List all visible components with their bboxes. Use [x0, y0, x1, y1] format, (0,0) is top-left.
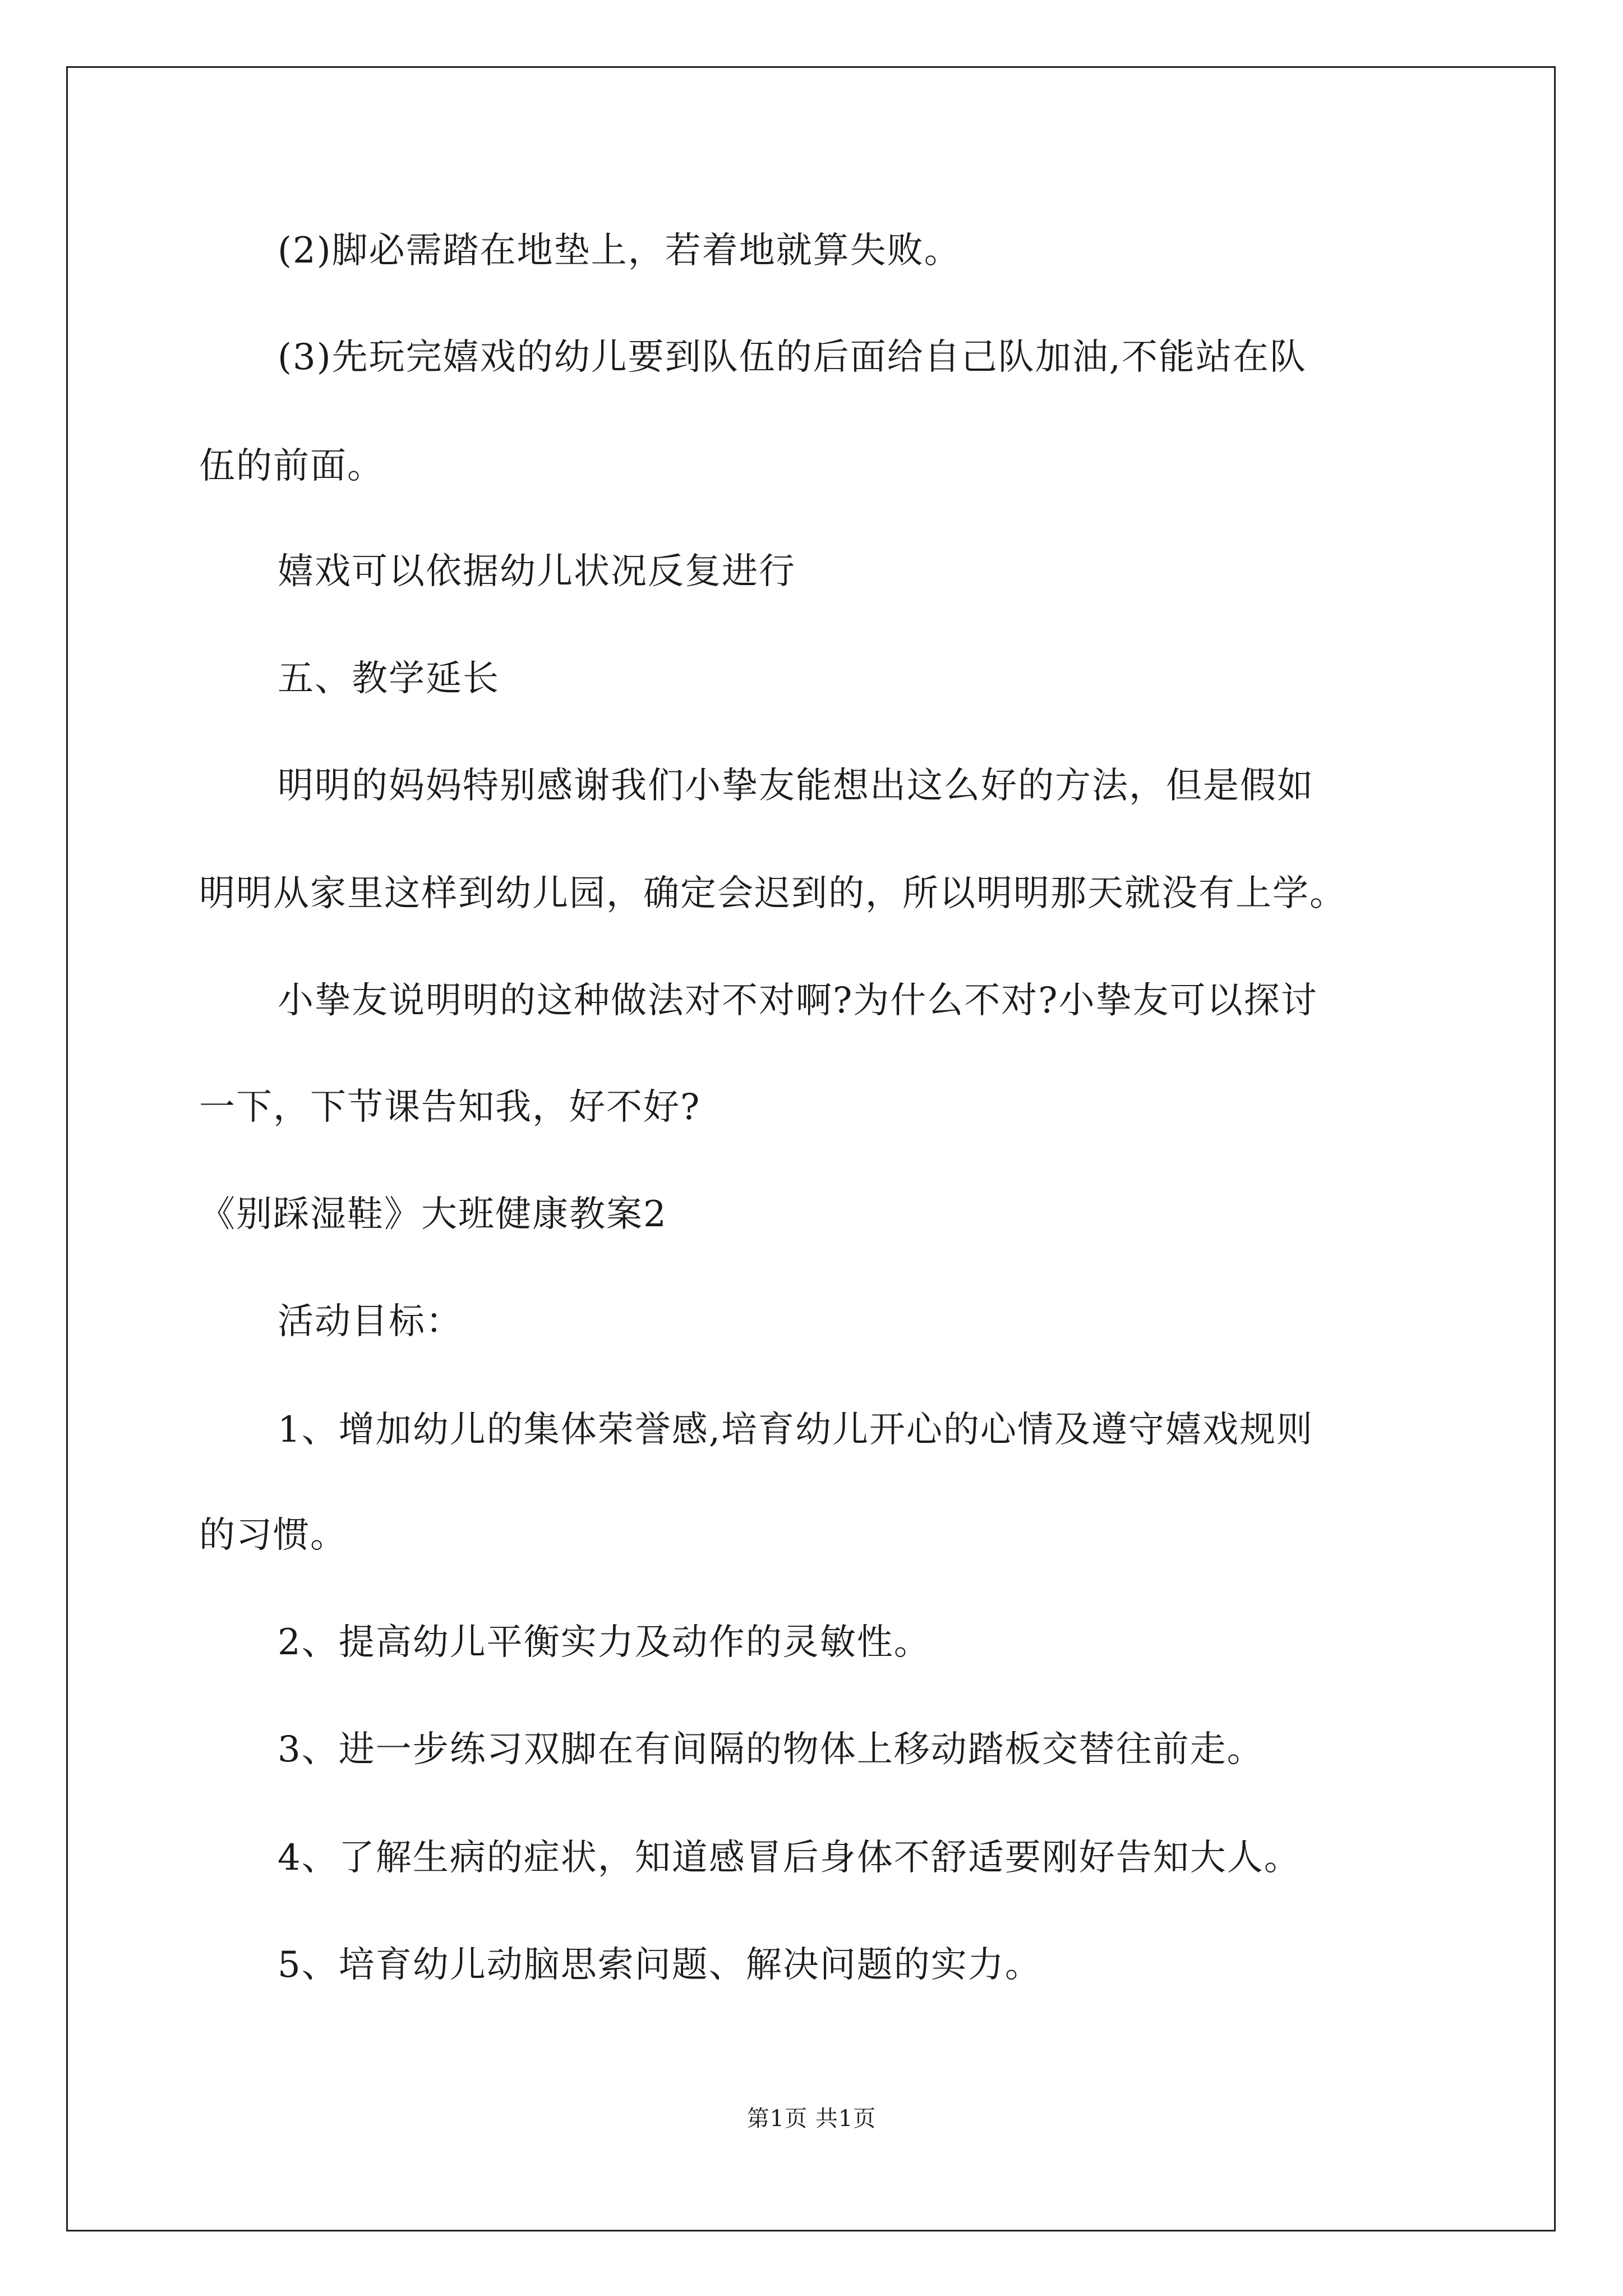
section-heading: 活动目标： [278, 1301, 463, 1342]
list-item: 5、培育幼儿动脑思索问题、解决问题的实力。 [278, 1944, 1042, 1986]
list-item: 1、增加幼儿的集体荣誉感,培育幼儿开心的心情及遵守嬉戏规则 [278, 1409, 1314, 1451]
section-heading: 五、教学延长 [278, 658, 500, 700]
page-border [66, 66, 1556, 2231]
document-title: 《别踩湿鞋》大班健康教案2 [199, 1194, 667, 1235]
paragraph-line: 明明的妈妈特别感谢我们小挚友能想出这么好的方法，但是假如 [278, 765, 1314, 807]
page-number: 第1页 共1页 [746, 2106, 877, 2132]
paragraph-line: 明明从家里这样到幼儿园，确定会迟到的，所以明明那天就没有上学。 [199, 873, 1347, 914]
paragraph-line: (3)先玩完嬉戏的幼儿要到队伍的后面给自己队加油,不能站在队 [278, 337, 1307, 378]
paragraph-line: 嬉戏可以依据幼儿状况反复进行 [278, 551, 796, 592]
list-item-continuation: 的习惯。 [199, 1515, 347, 1556]
list-item: 2、提高幼儿平衡实力及动作的灵敏性。 [278, 1622, 931, 1663]
paragraph-line: 伍的前面。 [199, 445, 384, 487]
paragraph-line: (2)脚必需踏在地垫上，若着地就算失败。 [278, 230, 961, 272]
list-item: 4、了解生病的症状，知道感冒后身体不舒适要刚好告知大人。 [278, 1837, 1301, 1879]
list-item: 3、进一步练习双脚在有间隔的物体上移动踏板交替往前走。 [278, 1729, 1264, 1770]
paragraph-line: 小挚友说明明的这种做法对不对啊?为什么不对?小挚友可以探讨 [278, 980, 1318, 1022]
paragraph-line: 一下，下节课告知我，好不好? [199, 1087, 701, 1128]
